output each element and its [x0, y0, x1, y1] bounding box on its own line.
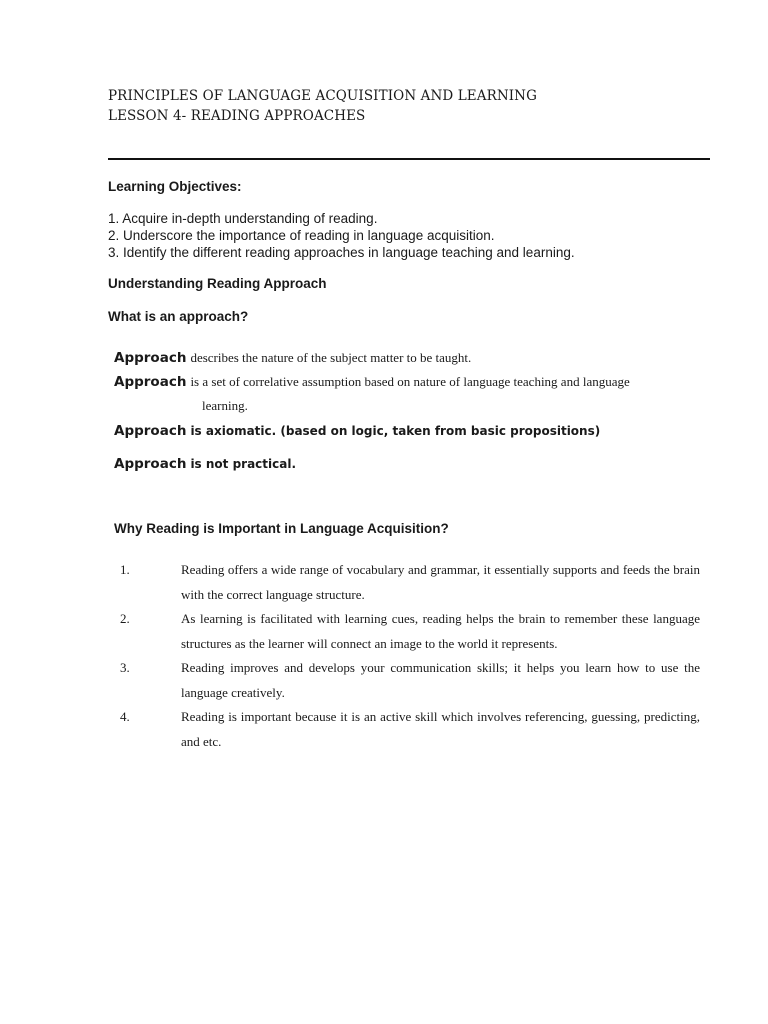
definition-text: is a set of correlative assumption based on nature of language teaching and language	[190, 374, 630, 389]
list-text: As learning is facilitated with learning cues, reading helps the brain to remember these language structures as the learner will connect an image to the world it represents.	[181, 611, 700, 651]
definition-term: Approach	[114, 423, 187, 439]
list-item	[120, 656, 700, 705]
list-number: 3.	[120, 660, 130, 675]
objective-item: 2. Underscore the importance of reading in language acquisition.	[108, 228, 495, 243]
list-text: Reading improves and develops your communication skills; it helps you learn how to use the language creatively.	[181, 660, 700, 700]
reasons-list	[120, 558, 700, 754]
definition-text: describes the nature of the subject matter to be taught.	[190, 350, 472, 365]
definition-item	[114, 373, 714, 391]
list-text: Reading is important because it is an active skill which involves referencing, guessing, predicting, and etc.	[181, 709, 700, 749]
list-item	[120, 607, 700, 656]
list-text: Reading offers a wide range of vocabulary and grammar, it essentially supports and feeds the brain with the correct language structure.	[181, 562, 700, 602]
definition-continuation: learning.	[202, 398, 248, 413]
list-number: 2.	[120, 611, 130, 626]
definition-item	[114, 455, 714, 473]
section-heading: Understanding Reading Approach	[108, 276, 327, 291]
question-heading: What is an approach?	[108, 309, 249, 324]
definition-text: is axiomatic. (based on logic, taken from basic propositions)	[190, 424, 601, 438]
objectives-heading: Learning Objectives:	[108, 179, 242, 194]
objective-item: 1. Acquire in-depth understanding of reading.	[108, 211, 378, 226]
list-number: 4.	[120, 709, 130, 724]
why-heading: Why Reading is Important in Language Acquisition?	[114, 521, 449, 536]
definition-item	[114, 349, 714, 367]
list-item	[120, 558, 700, 607]
definition-term: Approach	[114, 374, 187, 390]
objective-item: 3. Identify the different reading approaches in language teaching and learning.	[108, 245, 575, 260]
document-header	[108, 86, 537, 126]
definition-term: Approach	[114, 350, 187, 366]
definition-item	[114, 422, 714, 440]
objectives-list	[108, 210, 575, 261]
list-item	[120, 705, 700, 754]
definition-text: is not practical.	[190, 457, 297, 471]
definition-term: Approach	[114, 456, 187, 472]
horizontal-divider	[108, 158, 710, 160]
list-number: 1.	[120, 562, 130, 577]
lesson-title: LESSON 4- READING APPROACHES	[108, 108, 366, 124]
course-title: PRINCIPLES OF LANGUAGE ACQUISITION AND LEARNING	[108, 88, 537, 104]
